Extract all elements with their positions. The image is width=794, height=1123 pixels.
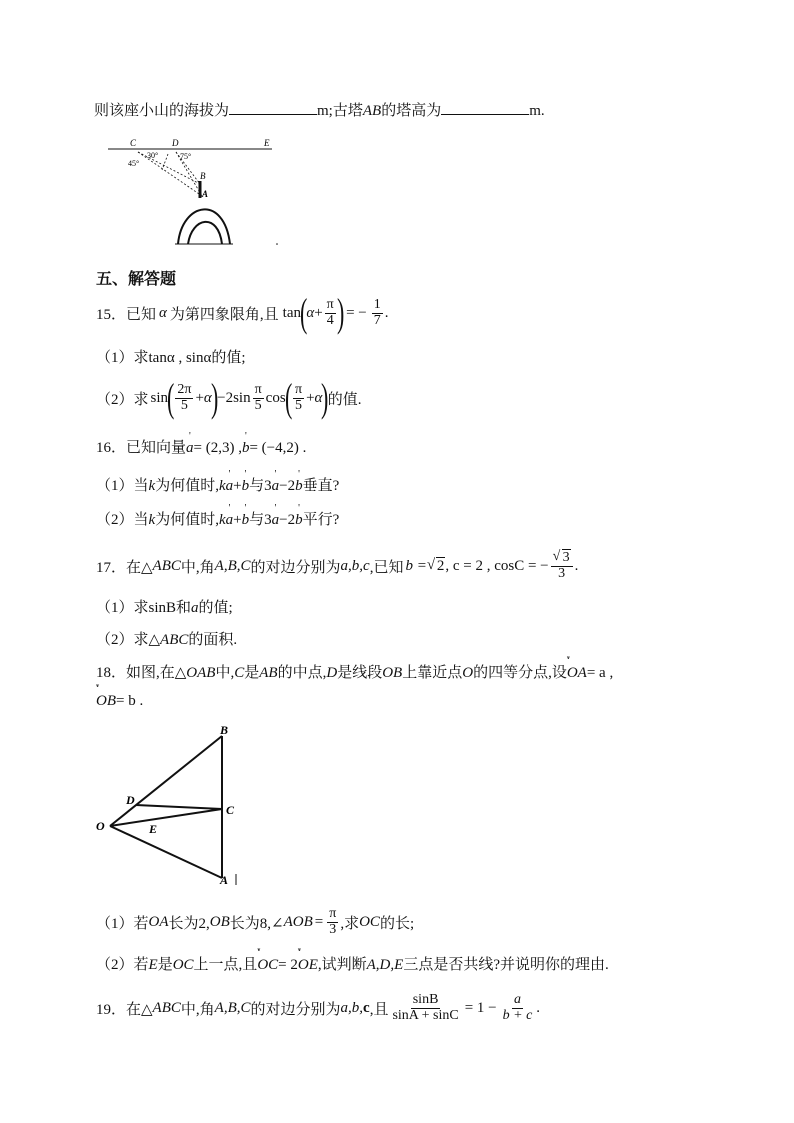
fig2-label-o: O	[96, 819, 105, 833]
fig1-label-b: B	[200, 171, 206, 181]
fig2-label-e: E	[149, 822, 158, 836]
q19-stem: 19．在△ ABC 中,角 A,B,C 的对边分别为 a,b, c ,且 $\frac{\sin B}{\sin A + \sin C}$ = 1 − $\frac{a}{b + c}$ .	[96, 991, 541, 1023]
q15-part1: （1）求tanα , sinα的值;	[96, 350, 246, 366]
a-over-bc: $\frac{a}{b + c}$	[502, 991, 533, 1023]
fig2-label-c: C	[226, 803, 235, 817]
intro-mid2: 的塔高为	[381, 103, 442, 119]
q17-stem: 17．在△ ABC 中,角 A,B,C 的对边分别为 a,b,c ,已知 b = √ 2 , c = 2 , cosC = − √ $\frac{3}{3}$ .	[96, 546, 578, 586]
fig1-angle-45: 45°	[128, 159, 140, 168]
hill-figure	[100, 132, 290, 252]
q17-part1: （1）求sinB和a的值;	[96, 600, 233, 616]
q18-stem-2: ᵛᵛᵛ OB= b .	[96, 693, 143, 710]
q17-part2: （2）求△ABC的面积.	[96, 632, 238, 648]
fig1-label-e: E	[264, 138, 270, 148]
intro-line	[94, 99, 545, 120]
fig1-angle-30: 30°	[147, 151, 159, 160]
q18-part1: （1）若 OA 长为2, OB 长为8,∠ AOB = $\frac{\pi}{3}$ ,求 OC 的长;	[96, 905, 415, 937]
fig2-label-d: D	[126, 793, 135, 807]
intro-suffix: m.	[529, 103, 545, 119]
pi-over-4: $\frac{\pi}{4}$	[326, 296, 334, 328]
answer-blank-altitude[interactable]	[229, 100, 317, 115]
pi-over-3: $\frac{\pi}{3}$	[329, 905, 337, 937]
fig2-label-a: A	[220, 873, 229, 887]
intro-prefix: 则该座小山的海拔为	[94, 103, 230, 119]
fig2-label-b: B	[220, 723, 229, 737]
q16-part2: （2）当k为何值时,k' a+' b与3' a−2' b平行?	[96, 508, 339, 529]
fig1-label-d: D	[172, 138, 179, 148]
fig1-label-c: C	[130, 138, 137, 148]
fig1-label-a: A	[202, 189, 209, 199]
answer-blank-tower[interactable]	[441, 100, 529, 115]
sqrt-two: √ 2	[427, 558, 446, 575]
left-paren: (	[299, 290, 308, 335]
right-paren: )	[336, 290, 345, 335]
q15-part2: （2）求 sin ( $\frac{2\pi}{5}$ + α ) −2sin $\frac{\pi}{5}$ cos ( $\frac{\pi}{5}$ + α ) 的值.	[96, 375, 362, 420]
section-title: 五、解答题	[96, 269, 177, 288]
sinB-fraction: $\frac{\sin B}{\sin A + \sin C}$	[392, 991, 459, 1023]
q15-stem: 15．已知 α 为第四象限角,且 tan ( α + $\frac{\pi}{4}$ ) = − $\frac{1}{7}$ .	[96, 290, 389, 335]
one-seventh: $\frac{1}{7}$	[373, 296, 381, 328]
q16-part1: （1）当k为何值时,k' a+' b与3' a−2' b垂直?	[96, 474, 339, 495]
q18-part2: （2）若E是OC上一点,且ᵛᵛᵛ OC= 2ᵛᵛᵛ OE,试判断A,D,E三点是否共线?并说明你的理由.	[96, 953, 609, 974]
intro-ab: AB	[362, 103, 382, 119]
sqrt3-over-3: √ $\frac{3}{3}$	[551, 551, 573, 581]
triangle-figure	[94, 722, 254, 894]
intro-mid: m;古塔	[317, 103, 363, 119]
q16-stem: 16．已知向量' a= (2,3) ,' b= (−4,2) .	[96, 436, 306, 457]
q18-stem: 18．如图,在△OAB中,C是AB的中点,D是线段OB上靠近点O的四等分点,设ᵛᵛᵛ OA= a ,	[96, 661, 613, 682]
fig1-angle-75: 75°	[180, 152, 192, 161]
